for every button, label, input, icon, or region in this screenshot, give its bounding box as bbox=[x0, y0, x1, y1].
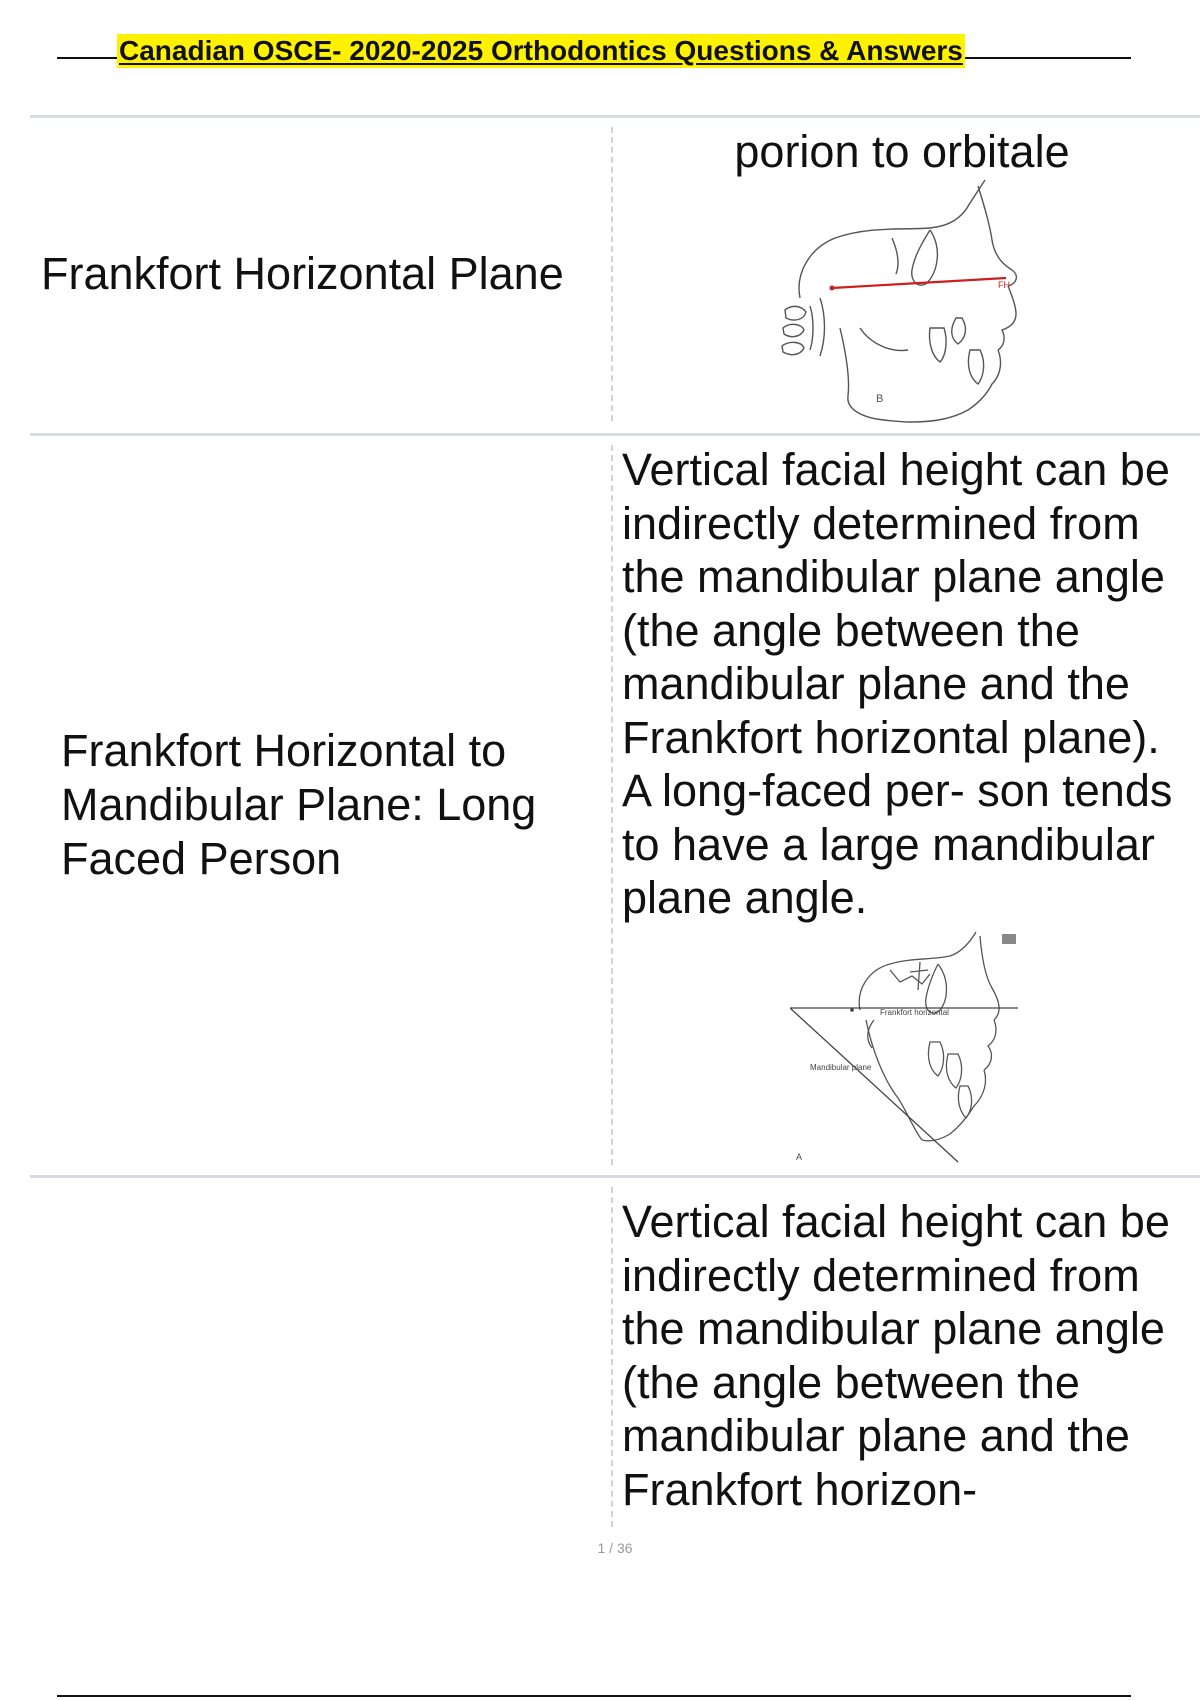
figure-a-label: A bbox=[796, 1152, 803, 1162]
card-definition: Vertical facial height can be indirectly determined from the mandibular plane angle (the angle between the mandibular plane and the Frankfort horizontal plane). A long-faced per- son tends to have a large mandibular plane angle. bbox=[622, 444, 1173, 923]
column-divider bbox=[611, 127, 613, 421]
card-divider bbox=[30, 1175, 1200, 1178]
card-term: Frankfort Horizontal to Mandibular Plane: Long Faced Person bbox=[61, 725, 537, 884]
frankfort-plane-image bbox=[780, 178, 1030, 426]
card-definition: porion to orbitale bbox=[734, 126, 1070, 177]
column-divider bbox=[611, 1187, 613, 1527]
card-divider bbox=[30, 115, 1200, 118]
column-divider bbox=[611, 445, 613, 1165]
card-definition: Vertical facial height can be indirectly determined from the mandibular plane angle (the angle between the mandibular plane and the Frankfort horizon- bbox=[622, 1196, 1170, 1515]
document-title: Canadian OSCE- 2020-2025 Orthodontics Questions & Answers bbox=[119, 35, 963, 66]
mandibular-plane-label: Mandibular plane bbox=[810, 1063, 872, 1072]
page-number: 1 / 36 bbox=[597, 1540, 633, 1556]
point-b-label: B bbox=[876, 393, 884, 405]
frankfort-horizontal-label: Frankfort horizontal bbox=[880, 1008, 949, 1017]
fh-label: FH bbox=[998, 280, 1010, 290]
document-header bbox=[57, 34, 1131, 70]
card-divider bbox=[30, 433, 1200, 436]
footer-rule bbox=[57, 1695, 1131, 1697]
card-term: Frankfort Horizontal Plane bbox=[41, 248, 564, 299]
mandibular-plane-image bbox=[790, 930, 1030, 1166]
